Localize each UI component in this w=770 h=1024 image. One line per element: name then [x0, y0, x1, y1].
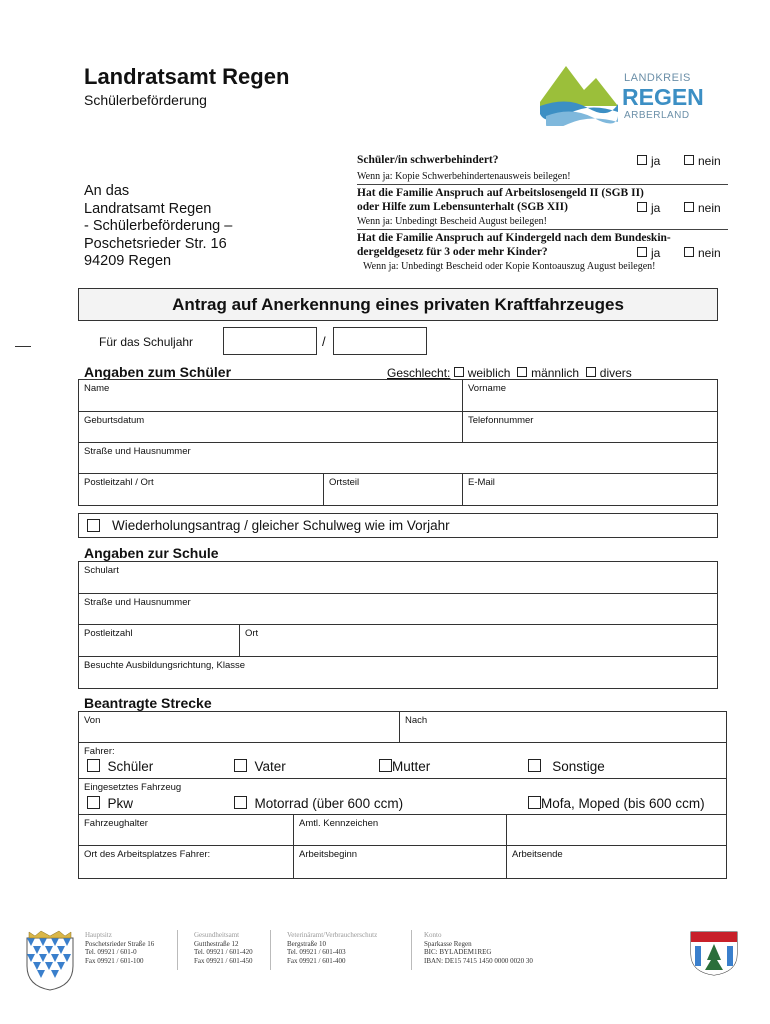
- eligibility-questions: [357, 150, 728, 273]
- email-field[interactable]: [462, 474, 717, 505]
- footer-gesundheitsamt: [194, 931, 253, 965]
- telefon-label: Telefonnummer: [468, 415, 534, 426]
- fahrer-vater-checkbox[interactable]: [234, 759, 286, 774]
- email-label: E-Mail: [468, 477, 495, 488]
- arbeitsplatz-field[interactable]: [79, 846, 293, 878]
- footer-line: Fax 09921 / 601-450: [194, 956, 253, 965]
- schulart-label: Schulart: [84, 565, 119, 576]
- repeat-checkbox[interactable]: [87, 519, 100, 532]
- q2-yes-checkbox[interactable]: [637, 201, 660, 215]
- arbeitsende-field[interactable]: [506, 846, 726, 878]
- schuljahr-start-input[interactable]: [223, 327, 317, 355]
- logo-line1: LANDKREIS: [624, 72, 691, 84]
- route-heading: Beantragte Strecke: [84, 695, 212, 711]
- fahrzeug-pkw-checkbox[interactable]: [87, 796, 133, 811]
- vorname-label: Vorname: [468, 383, 507, 394]
- fahrzeug-motorrad-checkbox[interactable]: [234, 796, 403, 811]
- schuljahr-label: Für das Schuljahr: [99, 335, 194, 349]
- logo-line2: REGEN: [622, 84, 704, 110]
- von-field[interactable]: [79, 712, 399, 742]
- footer-line: Poschetsrieder Straße 16: [85, 939, 155, 948]
- kennzeichen-field[interactable]: [293, 815, 507, 845]
- logo-line3: ARBERLAND: [624, 110, 690, 121]
- footer-line: Tel. 09921 / 601-420: [194, 948, 253, 956]
- footer-line: Fax 09921 / 601-400: [287, 956, 346, 965]
- school-ort-label: Ort: [245, 628, 259, 639]
- fahrer-label: Fahrer:: [84, 746, 115, 757]
- fahrzeug-option-label: Pkw: [107, 796, 134, 811]
- bavaria-crest-icon: [25, 930, 75, 997]
- footer-konto: [424, 931, 533, 965]
- arbeitsbeginn-label: Arbeitsbeginn: [299, 849, 358, 860]
- footer-line: Bergstraße 10: [287, 939, 326, 948]
- school-heading: Angaben zur Schule: [84, 545, 219, 561]
- schuljahr-end-input[interactable]: [333, 327, 427, 355]
- school-strasse-field[interactable]: [79, 594, 717, 625]
- halter-extra-field[interactable]: [506, 815, 726, 845]
- nach-label: Nach: [405, 715, 428, 726]
- footer-line: Gutthestraße 12: [194, 939, 239, 948]
- page-subtitle: Schülerbeförderung: [84, 92, 207, 108]
- fahrer-mutter-checkbox[interactable]: [379, 759, 430, 774]
- fahrzeug-label: Eingesetztes Fahrzeug: [84, 782, 182, 793]
- q3-note: Wenn ja: Unbedingt Bescheid oder Kopie Kontoauszug August beilegen!: [363, 261, 656, 272]
- fahrzeug-option-label: Motorrad (über 600 ccm): [254, 796, 404, 811]
- name-label: Name: [84, 383, 110, 394]
- footer-heading: Veterinäramt/Verbraucherschutz: [287, 931, 378, 939]
- question-sgb2-line1: Hat die Familie Anspruch auf Arbeitslosengeld II (SGB II): [357, 187, 644, 199]
- question-sgb2-line2: oder Hilfe zum Lebensunterhalt (SGB XII): [357, 201, 568, 213]
- q3-no-checkbox[interactable]: [684, 246, 721, 260]
- repeat-application-row[interactable]: [78, 513, 718, 538]
- fahrer-schueler-checkbox[interactable]: [87, 759, 153, 774]
- repeat-label: Wiederholungsantrag / gleicher Schulweg wie im Vorjahr: [112, 518, 450, 533]
- form-title: Antrag auf Anerkennung eines privaten Kraftfahrzeuges: [78, 288, 718, 321]
- gender-option-label: männlich: [531, 366, 580, 380]
- footer-line: Tel. 09921 / 601-0: [85, 948, 137, 956]
- fahrer-option-label: Sonstige: [552, 759, 605, 774]
- fahrzeug-option-label: Mofa, Moped (bis 600 ccm): [541, 796, 705, 811]
- q3-yes-checkbox[interactable]: [637, 246, 660, 260]
- landkreis-logo: [538, 62, 708, 128]
- footer-line: Sparkasse Regen: [424, 939, 472, 948]
- gender-weiblich-checkbox[interactable]: [454, 366, 511, 380]
- arbeitsplatz-label: Ort des Arbeitsplatzes Fahrer:: [84, 849, 211, 860]
- footer-line: BIC: BYLADEM1REG: [424, 948, 492, 956]
- strasse-label: Straße und Hausnummer: [84, 446, 191, 457]
- no-label: nein: [698, 154, 721, 168]
- address-line: An das: [84, 183, 130, 199]
- footer-line: IBAN: DE15 7415 1450 0000 0020 30: [424, 956, 533, 965]
- district-crest-icon: [689, 930, 739, 981]
- q1-yes-checkbox[interactable]: [637, 154, 660, 168]
- yes-label: ja: [651, 201, 661, 215]
- telefon-field[interactable]: [462, 412, 717, 442]
- gender-maennlich-checkbox[interactable]: [517, 366, 579, 380]
- gender-option-label: weiblich: [467, 366, 511, 380]
- geburtsdatum-field[interactable]: [79, 412, 462, 442]
- address-line: 94209 Regen: [84, 253, 172, 269]
- fahrer-option-label: Mutter: [392, 759, 431, 774]
- strasse-field[interactable]: [79, 443, 717, 474]
- gender-label: Geschlecht:: [387, 366, 451, 380]
- mountain-logo-icon: [538, 62, 620, 126]
- q2-note: Wenn ja: Unbedingt Bescheid August beilegen!: [357, 216, 547, 227]
- ortsteil-label: Ortsteil: [329, 477, 360, 488]
- halter-label: Fahrzeughalter: [84, 818, 148, 829]
- name-field[interactable]: [79, 380, 462, 411]
- school-strasse-label: Straße und Hausnummer: [84, 597, 191, 608]
- schuljahr-separator: /: [322, 334, 326, 349]
- gender-option-label: divers: [599, 366, 632, 380]
- footer-line: Fax 09921 / 601-100: [85, 956, 144, 965]
- no-label: nein: [698, 246, 721, 260]
- q1-note: Wenn ja: Kopie Schwerbehindertenausweis beilegen!: [357, 171, 571, 182]
- footer-line: Tel. 09921 / 601-403: [287, 948, 346, 956]
- question-disabled: Schüler/in schwerbehindert?: [357, 154, 499, 166]
- no-label: nein: [698, 201, 721, 215]
- arbeitsbeginn-field[interactable]: [293, 846, 507, 878]
- nach-field[interactable]: [399, 712, 726, 742]
- arbeitsende-label: Arbeitsende: [512, 849, 563, 860]
- school-plz-field[interactable]: [79, 625, 239, 656]
- route-form-grid: [78, 711, 727, 879]
- ausbildung-field[interactable]: [79, 657, 717, 688]
- footer-hauptsitz: [85, 931, 154, 965]
- yes-label: ja: [651, 154, 661, 168]
- kennzeichen-label: Amtl. Kennzeichen: [299, 818, 379, 829]
- fahrer-option-label: Vater: [254, 759, 286, 774]
- question-kindergeld-line2: dergeldgesetz für 3 oder mehr Kinder?: [357, 246, 548, 258]
- ausbildung-label: Besuchte Ausbildungsrichtung, Klasse: [84, 660, 246, 671]
- geburtsdatum-label: Geburtsdatum: [84, 415, 145, 426]
- school-plz-label: Postleitzahl: [84, 628, 133, 639]
- school-ort-field[interactable]: [239, 625, 717, 656]
- fahrzeug-mofa-checkbox[interactable]: [528, 796, 705, 811]
- footer-heading: Gesundheitsamt: [194, 931, 240, 939]
- recipient-address: [84, 183, 232, 271]
- schulart-field[interactable]: [79, 562, 717, 594]
- fold-mark: [15, 346, 31, 347]
- vorname-field[interactable]: [462, 380, 717, 411]
- question-kindergeld-line1: Hat die Familie Anspruch auf Kindergeld nach dem Bundeskin-: [357, 232, 671, 244]
- plz-ort-label: Postleitzahl / Ort: [84, 477, 154, 488]
- plz-ort-field[interactable]: [79, 474, 323, 505]
- address-line: Landratsamt Regen: [84, 200, 212, 217]
- page-title: Landratsamt Regen: [84, 64, 290, 89]
- student-form-grid: [78, 379, 718, 506]
- gender-selector: [387, 366, 632, 380]
- yes-label: ja: [651, 246, 661, 260]
- footer-heading: Konto: [424, 931, 442, 939]
- gender-divers-checkbox[interactable]: [586, 366, 632, 380]
- footer-heading: Hauptsitz: [85, 931, 112, 939]
- von-label: Von: [84, 715, 101, 726]
- footer-veterinaeramt: [287, 931, 377, 965]
- q2-no-checkbox[interactable]: [684, 201, 721, 215]
- student-heading: Angaben zum Schüler: [84, 364, 232, 380]
- fahrer-option-label: Schüler: [107, 759, 154, 774]
- address-line: - Schülerbeförderung –: [84, 218, 233, 234]
- ortsteil-field[interactable]: [323, 474, 463, 505]
- school-form-grid: [78, 561, 718, 689]
- q1-no-checkbox[interactable]: [684, 154, 721, 168]
- halter-field[interactable]: [79, 815, 293, 845]
- address-line: Poschetsrieder Str. 16: [84, 235, 227, 252]
- fahrer-sonstige-checkbox[interactable]: [528, 759, 605, 774]
